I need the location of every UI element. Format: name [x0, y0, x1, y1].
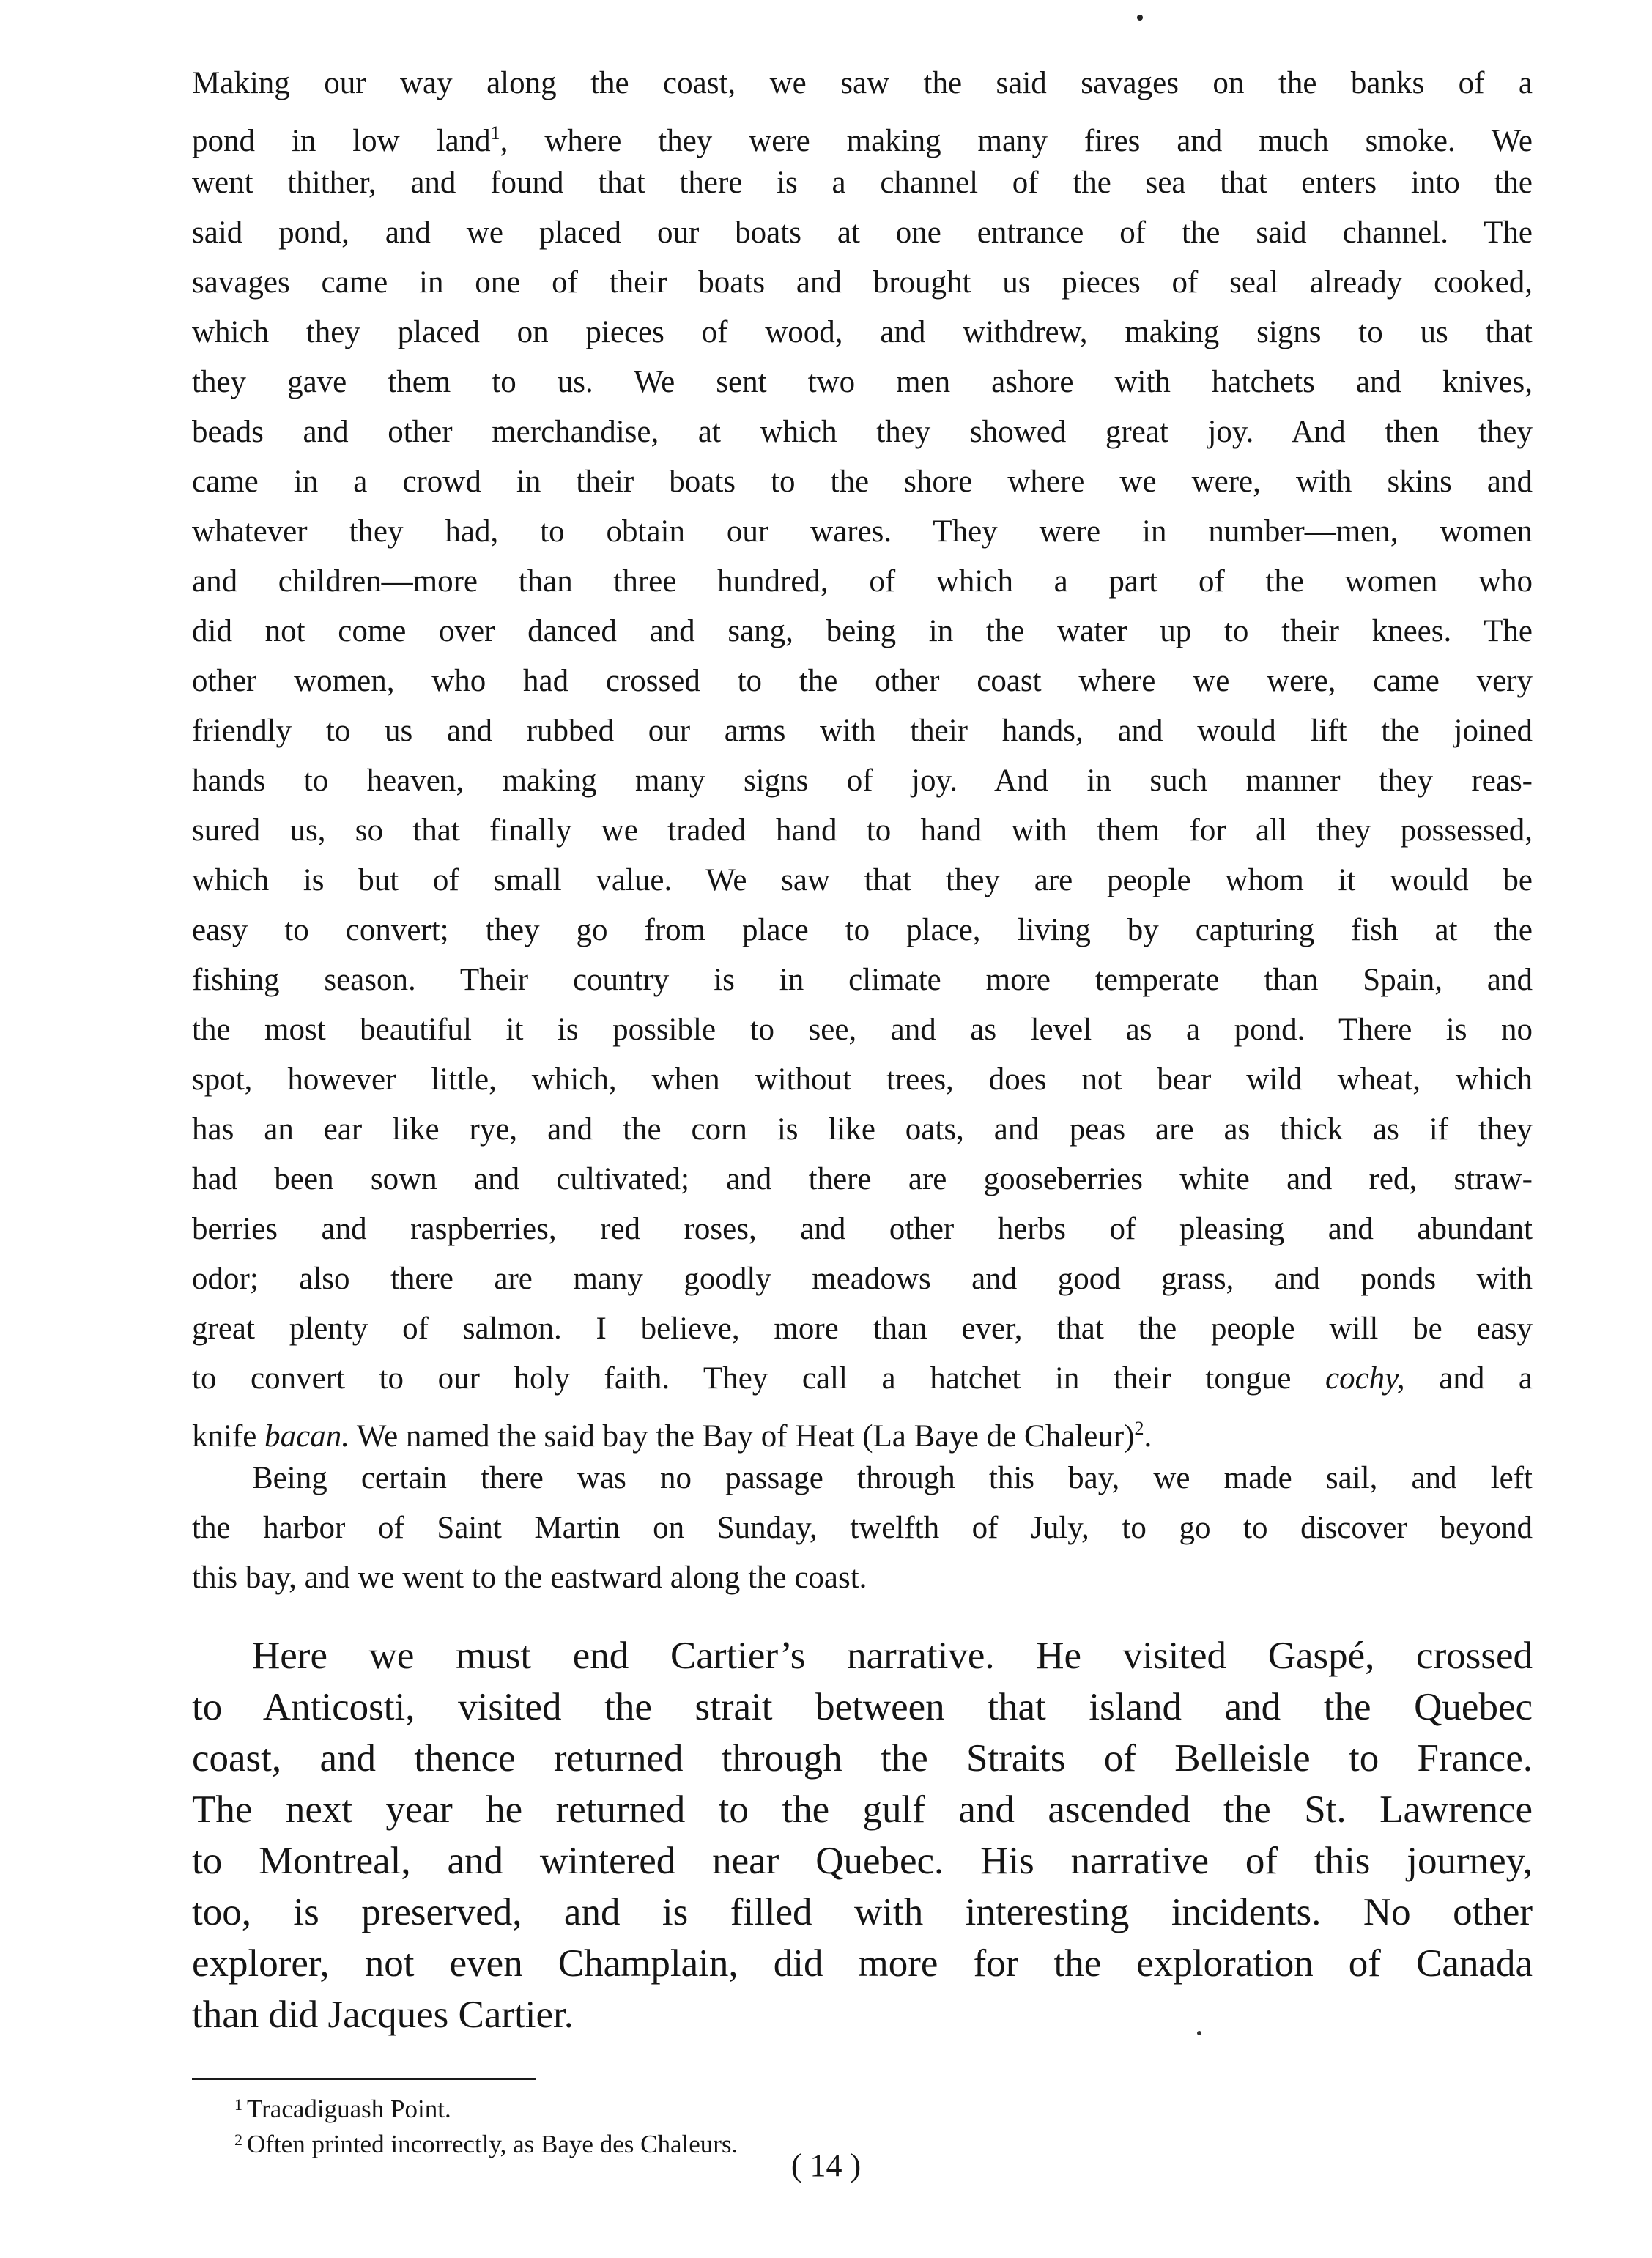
italic-word: bacan.	[264, 1419, 349, 1454]
closing-paragraph	[192, 1630, 1533, 2040]
footnote: $^2$ Often printed incorrectly, as Baye des Chaleurs.	[234, 2130, 738, 2158]
text-line: friendly to us and rubbed our arms with their hands, and would lift the joined	[192, 714, 1533, 748]
text-line: the most beautiful it is possible to see, and as level as a pond. There is no	[192, 1013, 1533, 1047]
text-line: spot, however little, which, when without trees, does not bear wild wheat, which	[192, 1062, 1533, 1097]
text-line: came in a crowd in their boats to the shore where we were, with skins and	[192, 464, 1533, 499]
text-line: Being certain there was no passage through this bay, we made sail, and left	[252, 1461, 1533, 1495]
text-line: easy to convert; they go from place to place, living by capturing fish at the	[192, 913, 1533, 947]
text-line: has an ear like rye, and the corn is like oats, and peas are as thick as if they	[192, 1112, 1533, 1147]
text-line: to convert to our holy faith. They call a hatchet in their tongue cochy, and a	[192, 1361, 1533, 1396]
italic-word: cochy,	[1325, 1361, 1405, 1396]
text-line: berries and raspberries, red roses, and other herbs of pleasing and abundant	[192, 1212, 1533, 1246]
footnote-number: 2	[234, 2131, 242, 2149]
text-line: fishing season. Their country is in climate more temperate than Spain, and	[192, 963, 1533, 997]
footnote-number: 1	[234, 2095, 242, 2114]
footnote: $^1$ Tracadiguash Point.	[234, 2095, 451, 2123]
text-line: knife bacan. We named the said bay the Bay of Heat (La Baye de Chaleur)$^2$.	[192, 1418, 1152, 1454]
footnote-divider	[192, 2078, 536, 2080]
text-line: to Montreal, and wintered near Quebec. His narrative of this journey,	[192, 1840, 1533, 1882]
text-line: to Anticosti, visited the strait between that island and the Quebec	[192, 1686, 1533, 1728]
text-line: too, is preserved, and is filled with interesting incidents. No other	[192, 1891, 1533, 1933]
text-line: explorer, not even Champlain, did more for the exploration of Canada	[192, 1942, 1533, 1985]
text-line: this bay, and we went to the eastward along the coast.	[192, 1561, 867, 1595]
quoted-narrative	[192, 59, 1533, 1603]
text-line: savages came in one of their boats and brought us pieces of seal already cooked,	[192, 265, 1533, 300]
print-speck	[1137, 15, 1143, 21]
text-line: pond in low land$^1$, where they were making many fires and much smoke. We	[192, 122, 1533, 158]
text-line: hands to heaven, making many signs of joy. And in such manner they reas-	[192, 763, 1533, 798]
text-line: The next year he returned to the gulf and ascended the St. Lawrence	[192, 1788, 1533, 1831]
text-line: and children—more than three hundred, of which a part of the women who	[192, 564, 1533, 599]
text-line: than did Jacques Cartier.	[192, 1994, 574, 2036]
text-line: did not come over danced and sang, being in the water up to their knees. The	[192, 614, 1533, 648]
text-line: Here we must end Cartier’s narrative. He visited Gaspé, crossed	[252, 1635, 1533, 1677]
text-line: sured us, so that finally we traded hand to hand with them for all they possessed,	[192, 813, 1533, 848]
text-line: which they placed on pieces of wood, and withdrew, making signs to us that	[192, 315, 1533, 349]
text-line: went thither, and found that there is a channel of the sea that enters into the	[192, 166, 1533, 200]
text-line: the harbor of Saint Martin on Sunday, twelfth of July, to go to discover beyond	[192, 1511, 1533, 1545]
text-line: whatever they had, to obtain our wares. They were in number—men, women	[192, 514, 1533, 549]
text-line: which is but of small value. We saw that they are people whom it would be	[192, 863, 1533, 897]
text-line: they gave them to us. We sent two men ashore with hatchets and knives,	[192, 365, 1533, 399]
page-number: ( 14 )	[790, 2147, 862, 2183]
text-line: beads and other merchandise, at which they showed great joy. And then they	[192, 415, 1533, 449]
text-line: odor; also there are many goodly meadows and good grass, and ponds with	[192, 1262, 1533, 1296]
footnote-marker: 2	[1134, 1418, 1144, 1439]
text-line: great plenty of salmon. I believe, more than ever, that the people will be easy	[192, 1311, 1533, 1346]
text-line: other women, who had crossed to the other coast where we were, came very	[192, 664, 1533, 698]
text-line: coast, and thence returned through the Straits of Belleisle to France.	[192, 1737, 1533, 1780]
text-line: Making our way along the coast, we saw the said savages on the banks of a	[192, 66, 1533, 100]
footnote-marker: 1	[490, 122, 500, 144]
text-line: had been sown and cultivated; and there are gooseberries white and red, straw-	[192, 1162, 1533, 1196]
text-line: said pond, and we placed our boats at one entrance of the said channel. The	[192, 215, 1533, 250]
